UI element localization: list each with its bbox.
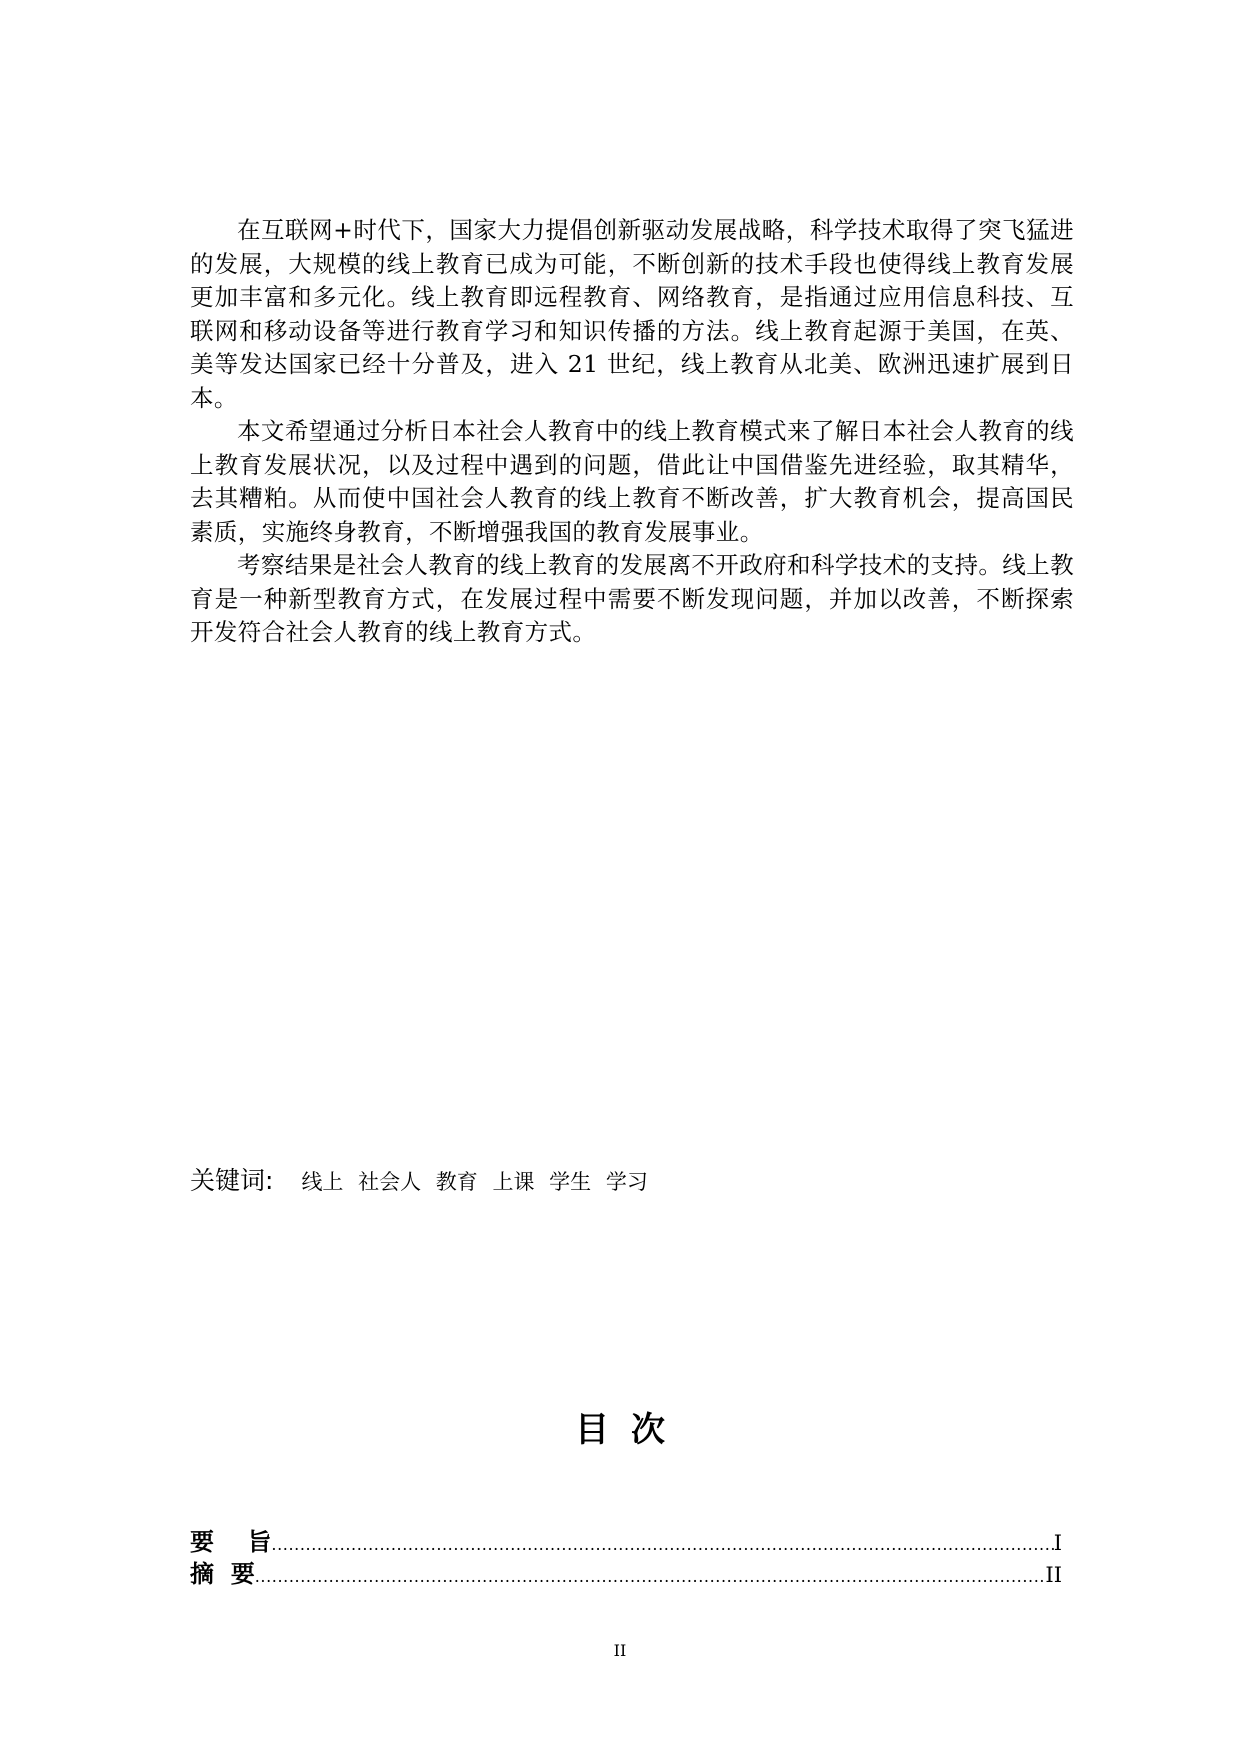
abstract-paragraph-1: 在互联网+时代下，国家大力提倡创新驱动发展战略，科学技术取得了突飞猛进的发展，大规模的线上教育已成为可能，不断创新的技术手段也使得线上教育发展更加丰富和多元化。线上教育即远程教育、网络教育，是指通过应用信息科技、互联网和移动设备等进行教育学习和知识传播的方法。线上教育起源于美国，在英、美等发达国家已经十分普及，进入 21 世纪，线上教育从北美、欧洲迅速扩展到日本。 — [190, 216, 1074, 412]
toc-dot-leader — [271, 1535, 1053, 1554]
keywords-line — [190, 1164, 648, 1199]
keywords-label: 关键词: — [190, 1166, 274, 1195]
abstract-paragraph-3: 考察结果是社会人教育的线上教育的发展离不开政府和科学技术的支持。线上教育是一种新型教育方式，在发展过程中需要不断发现问题，并加以改善，不断探索开发符合社会人教育的线上教育方式。 — [190, 551, 1074, 646]
toc-dot-leader — [255, 1567, 1046, 1586]
toc-entry-label: 要 旨 — [190, 1528, 272, 1556]
toc-entry-page: I — [1053, 1531, 1062, 1555]
toc-title: 目次 — [575, 1410, 687, 1450]
page-number: II — [613, 1641, 627, 1660]
table-of-contents — [190, 1522, 1062, 1586]
toc-entry-label: 摘 要 — [190, 1560, 255, 1588]
toc-entry-zhaiyao[interactable] — [190, 1554, 1062, 1586]
keywords-values: 线上 社会人 教育 上课 学生 学习 — [301, 1170, 648, 1194]
abstract-paragraph-2: 本文希望通过分析日本社会人教育中的线上教育模式来了解日本社会人教育的线上教育发展状况，以及过程中遇到的问题，借此让中国借鉴先进经验，取其精华，去其糟粕。从而使中国社会人教育的线上教育不断改善，扩大教育机会，提高国民素质，实施终身教育，不断增强我国的教育发展事业。 — [190, 417, 1074, 546]
toc-entry-yoshi[interactable] — [190, 1522, 1062, 1554]
toc-entry-page: II — [1045, 1563, 1062, 1587]
abstract-section — [190, 214, 1074, 650]
